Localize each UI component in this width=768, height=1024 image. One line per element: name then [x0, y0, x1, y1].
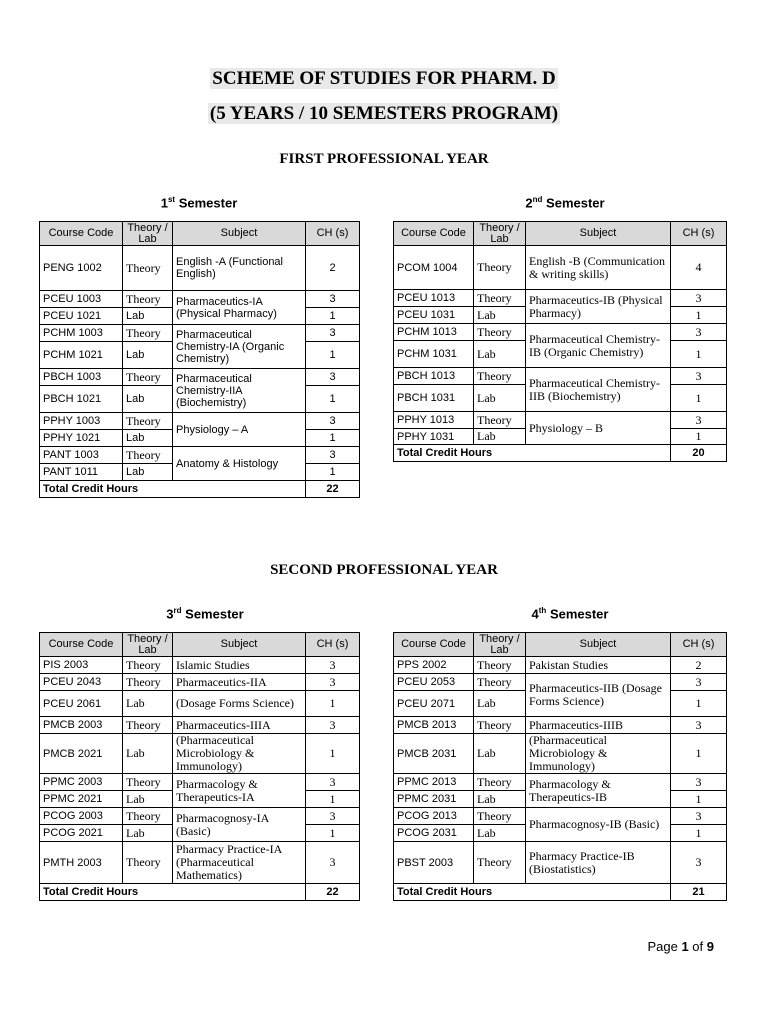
- table-row: PPMC 2013 Theory Pharmacology & Therapeutics-IB 3: [394, 774, 727, 791]
- table-row: PBST 2003 Theory Pharmacy Practice-IB (Biostatistics) 3: [394, 842, 727, 884]
- table-row: PCOM 1004 Theory English -B (Communication & writing skills) 4: [394, 246, 727, 290]
- table-row: PMCB 2031 Lab (Pharmaceutical Microbiology & Immunology) 1: [394, 734, 727, 774]
- first-year-heading: FIRST PROFESSIONAL YEAR: [279, 151, 489, 167]
- table-row: PPHY 1031 Lab 1: [394, 429, 727, 445]
- header-subject: Subject: [526, 633, 671, 657]
- table-row: PCHM 1031 Lab 1: [394, 341, 727, 368]
- header-ch: CH (s): [671, 222, 727, 246]
- table-row: PMCB 2021 Lab (Pharmaceutical Microbiology & Immunology) 1: [40, 734, 360, 774]
- header-theory-lab: Theory / Lab: [123, 633, 173, 657]
- header-theory-lab: Theory / Lab: [474, 222, 526, 246]
- table-row: PBCH 1021 Lab 1: [40, 386, 360, 413]
- header-course-code: Course Code: [40, 222, 123, 246]
- second-year-heading: SECOND PROFESSIONAL YEAR: [270, 562, 498, 578]
- table-row: PCEU 1031 Lab 1: [394, 307, 727, 324]
- table-row: PPHY 1021 Lab 1: [40, 430, 360, 447]
- table-row: PENG 1002 Theory English -A (Functional English) 2: [40, 246, 360, 291]
- header-subject: Subject: [526, 222, 671, 246]
- semester-4-heading: 4th Semester: [531, 606, 609, 622]
- table-row: PPMC 2031 Lab 1: [394, 791, 727, 808]
- header-ch: CH (s): [671, 633, 727, 657]
- table-row: PMCB 2013 Theory Pharmaceutics-IIIB 3: [394, 717, 727, 734]
- table-row: PANT 1003 Theory Anatomy & Histology 3: [40, 447, 360, 464]
- table-row: PCEU 1003 Theory Pharmaceutics-IA (Physical Pharmacy) 3: [40, 291, 360, 308]
- header-theory-lab: Theory / Lab: [123, 222, 173, 246]
- header-course-code: Course Code: [394, 222, 474, 246]
- semester-2-heading: 2nd Semester: [525, 195, 605, 211]
- table-row: PPHY 1003 Theory Physiology – A 3: [40, 413, 360, 430]
- total-row: Total Credit Hours 21: [394, 884, 727, 901]
- semester-4-table: [393, 632, 727, 901]
- header-theory-lab: Theory / Lab: [474, 633, 526, 657]
- document-subtitle: (5 YEARS / 10 SEMESTERS PROGRAM): [209, 103, 559, 124]
- table-row: PCOG 2013 Theory Pharmacognosy-IB (Basic) 3: [394, 808, 727, 825]
- semester-3-heading: 3rd Semester: [166, 606, 244, 622]
- table-row: PCOG 2021 Lab 1: [40, 825, 360, 842]
- document-title: SCHEME OF STUDIES FOR PHARM. D: [212, 68, 556, 89]
- total-row: Total Credit Hours 20: [394, 445, 727, 462]
- table-header: [40, 633, 360, 657]
- semester-1-heading: 1st Semester: [160, 195, 238, 211]
- table-row: PCEU 2053 Theory Pharmaceutics-IIB (Dosage Forms Science) 3: [394, 674, 727, 691]
- table-header: [394, 222, 727, 246]
- table-row: PMCB 2003 Theory Pharmaceutics-IIIA 3: [40, 717, 360, 734]
- table-row: PCHM 1013 Theory Pharmaceutical Chemistry-IB (Organic Chemistry) 3: [394, 324, 727, 341]
- table-row: PIS 2003 Theory Islamic Studies 3: [40, 657, 360, 674]
- table-row: PBCH 1013 Theory Pharmaceutical Chemistry-IIB (Biochemistry) 3: [394, 368, 727, 385]
- table-row: PPMC 2021 Lab 1: [40, 791, 360, 808]
- table-row: PCEU 1013 Theory Pharmaceutics-IB (Physical Pharmacy) 3: [394, 290, 727, 307]
- table-row: PCOG 2003 Theory Pharmacognosy-IA (Basic) 3: [40, 808, 360, 825]
- page-number: Page 1 of 9: [647, 939, 714, 954]
- header-subject: Subject: [173, 222, 306, 246]
- table-row: PPMC 2003 Theory Pharmacology & Therapeutics-IA 3: [40, 774, 360, 791]
- table-row: PANT 1011 Lab 1: [40, 464, 360, 481]
- table-row: PPS 2002 Theory Pakistan Studies 2: [394, 657, 727, 674]
- header-course-code: Course Code: [394, 633, 474, 657]
- table-row: PBCH 1003 Theory Pharmaceutical Chemistry-IIA (Biochemistry) 3: [40, 369, 360, 386]
- table-header: [394, 633, 727, 657]
- table-row: PCEU 2071 Lab 1: [394, 691, 727, 717]
- total-row: Total Credit Hours 22: [40, 481, 360, 498]
- semester-1-table: [39, 221, 360, 498]
- header-subject: Subject: [173, 633, 306, 657]
- table-row: PCEU 1021 Lab 1: [40, 308, 360, 325]
- semester-2-table: [393, 221, 727, 462]
- table-row: PCOG 2031 Lab 1: [394, 825, 727, 842]
- total-row: Total Credit Hours 22: [40, 884, 360, 901]
- table-row: PCEU 2061 Lab (Dosage Forms Science) 1: [40, 691, 360, 717]
- header-ch: CH (s): [306, 633, 360, 657]
- table-row: PCHM 1003 Theory Pharmaceutical Chemistry-IA (Organic Chemistry) 3: [40, 325, 360, 342]
- table-row: PBCH 1031 Lab 1: [394, 385, 727, 412]
- table-header: [40, 222, 360, 246]
- header-course-code: Course Code: [40, 633, 123, 657]
- table-row: PPHY 1013 Theory Physiology – B 3: [394, 412, 727, 429]
- table-row: PCEU 2043 Theory Pharmaceutics-IIA 3: [40, 674, 360, 691]
- semester-3-table: [39, 632, 360, 901]
- table-row: PCHM 1021 Lab 1: [40, 342, 360, 369]
- header-ch: CH (s): [306, 222, 360, 246]
- table-row: PMTH 2003 Theory Pharmacy Practice-IA (Pharmaceutical Mathematics) 3: [40, 842, 360, 884]
